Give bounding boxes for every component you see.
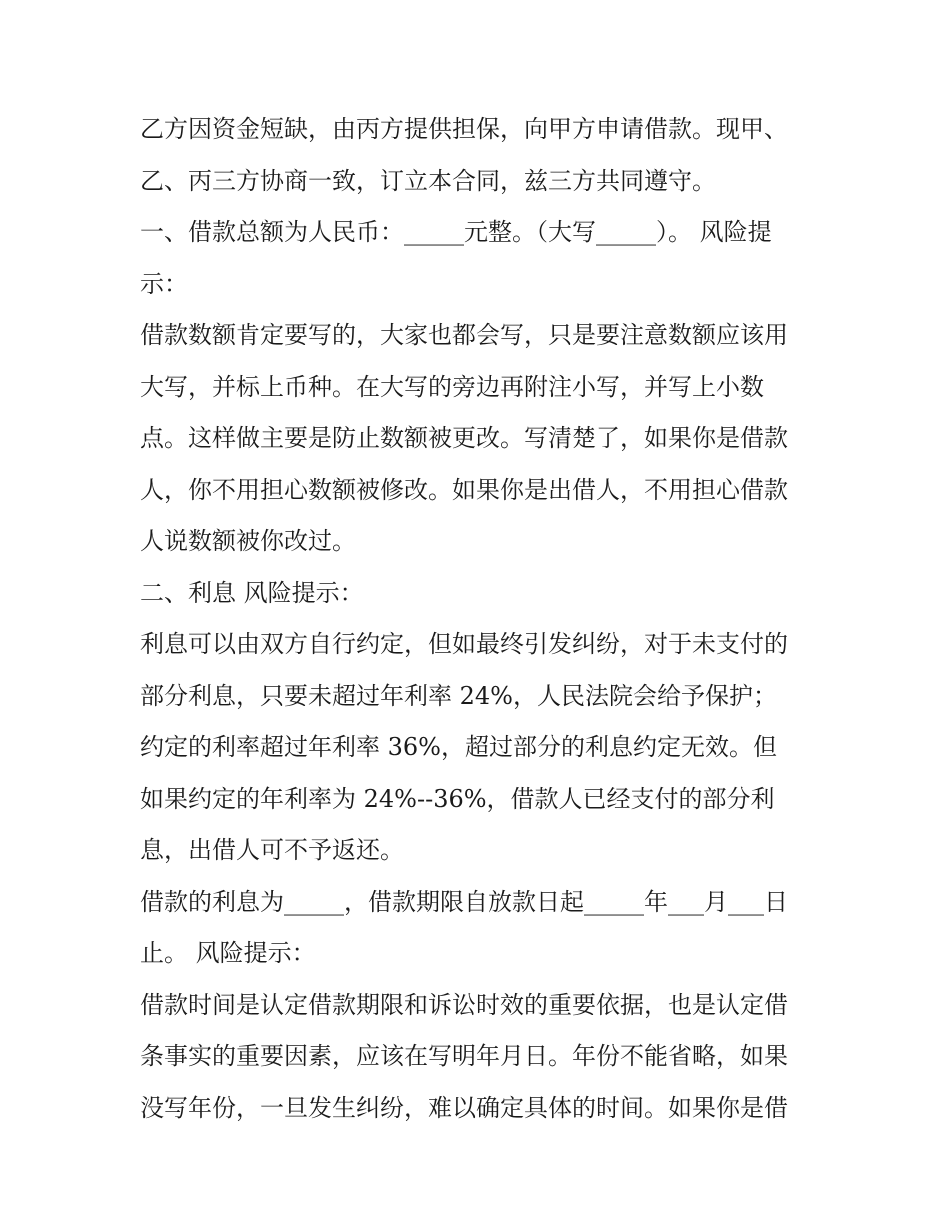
text-line: 乙方因资金短缺，由丙方提供担保，向甲方申请借款。现甲、 [140,115,788,143]
text-line: 息，出借人可不予返还。 [140,836,404,864]
text-line: 借款的利息为_____，借款期限自放款日起_____年___月___日 [140,887,788,916]
text-line: 没写年份，一旦发生纠纷，难以确定具体的时间。如果你是借 [140,1093,788,1122]
text-line: 示： [140,269,188,298]
text-line: 借款时间是认定借款期限和诉讼时效的重要依据，也是认定借 [140,990,788,1019]
contract-body-text [140,104,820,1134]
text-line: 人，你不用担心数额被修改。如果你是出借人，不用担心借款 [140,475,788,504]
text-line: 止。 风险提示： [140,939,316,967]
text-line: 部分利息，只要未超过年利率 24%，人民法院会给予保护； [140,681,777,710]
text-line: 乙、丙三方协商一致，订立本合同，兹三方共同遵守。 [140,166,716,195]
text-line: 利息可以由双方自行约定，但如最终引发纠纷，对于未支付的 [140,630,788,658]
text-line: 大写，并标上币种。在大写的旁边再附注小写，并写上小数 [140,372,764,401]
text-line: 借款数额肯定要写的，大家也都会写，只是要注意数额应该用 [140,321,788,349]
text-line: 点。这样做主要是防止数额被更改。写清楚了，如果你是借款 [140,424,788,452]
text-line: 如果约定的年利率为 24%--36%，借款人已经支付的部分利 [140,784,775,813]
text-line: 人说数额被你改过。 [140,527,356,555]
section-heading-interest: 二、利息 风险提示： [140,578,364,607]
text-line: 条事实的重要因素，应该在写明年月日。年份不能省略，如果 [140,1042,788,1070]
text-line: 约定的利率超过年利率 36%，超过部分的利息约定无效。但 [140,733,777,761]
section-heading-loan-amount: 一、借款总额为人民币：_____元整。（大写_____）。 风险提 [140,218,772,246]
